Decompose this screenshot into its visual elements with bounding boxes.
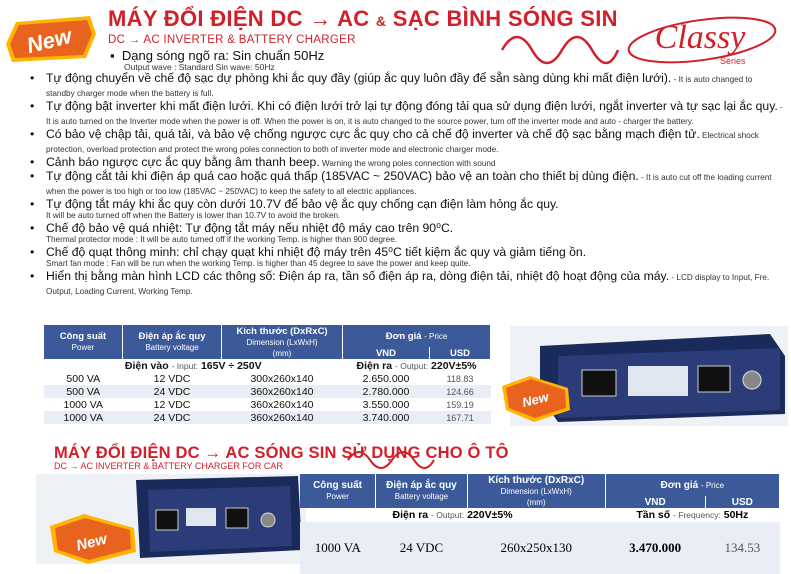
input-spec: Điện vào - Input: 165V ÷ 250V (44, 359, 343, 372)
title-main: MÁY ĐỔI ĐIỆN DC → AC (108, 6, 370, 31)
feature-list (38, 72, 783, 298)
table-row: 1000 VA 24 VDC 360x260x140 3.740.000 167.71 (44, 411, 491, 424)
feature-item-en: It will be auto turned off when the Battery is lower than 10.7V to avoid the broken. (46, 211, 341, 220)
feature-item: • Có bảo vệ chập tải, quá tải, và bảo vệ chống ngược cực ắc quy cho cả chế độ inverter và chế độ sạc bằng mạch điện tử. Electrical shock protection, overload protection and protect the wrong poles connection to both of inverter mode and electronic charger mode. (38, 128, 783, 156)
col-power: Công suất Power (300, 474, 376, 508)
product-image-inverter (500, 326, 790, 426)
sine-wave-icon (500, 30, 620, 70)
feature-item: • Tự động cắt tải khi điện áp quá cao hoặc quá thấp (185VAC ~ 250VAC) bảo vệ an toàn cho thiết bị dùng điện. - It is auto cut off the loading current when the power is too high or too low (185VAC ~ 250VAC) to keep the safety to all electric appliances. (38, 170, 783, 198)
col-vnd: VND (343, 347, 430, 359)
output-spec: Điện ra - Output: 220V±5% (392, 509, 513, 521)
col-size: Kích thước (DxRxC) Dimension (LxWxH) (mm) (222, 325, 343, 359)
section2-subtitle: DC → AC INVERTER & BATTERY CHARGER FOR CAR (54, 461, 283, 471)
feature-item: • Tự động bật inverter khi mất điện lưới. Khi có điện lưới trở lại tự động đóng tải qua sử dụng điện lưới, ngắt inverter và tự sạc lại ắc quy. - It is auto turned on the Inverter mode when the power is off. When the power is on, it is auto changed to the source power, turn off the inverter mode and auto - charger the battery. (38, 100, 783, 128)
feature-item: • Hiển thị bằng màn hình LCD các thông số: Điện áp ra, tần số điện áp ra, dòng điện tải, nhiệt độ hoạt động của máy. - LCD display to Input, Fre. Output, Loading Current, Working Temp. (38, 270, 783, 298)
new-badge-label: New (24, 23, 75, 59)
feature-item: • Cảnh báo ngược cực ắc quy bằng âm thanh beep. Warning the wrong poles connection with sound (38, 156, 783, 170)
product2-new-label: New (74, 530, 109, 555)
output-spec: Điện ra - Output: 220V±5% (343, 359, 491, 372)
price-table-car-inverter (300, 474, 780, 574)
new-badge (2, 14, 98, 64)
frequency-spec: Tần số - Frequency: 50Hz (636, 509, 749, 521)
table-spec-row (300, 508, 780, 522)
brand-sub-label: Series (720, 56, 746, 66)
classy-series-logo (622, 4, 782, 76)
col-size: Kích thước (DxRxC) Dimension (LxWxH) (mm) (467, 474, 605, 508)
feature-item: • Tự động tắt máy khi ắc quy còn dưới 10.7V để bảo vệ ắc quy chống cạn điện làm hỏng ắc quy. (38, 198, 783, 210)
title-amp: & (375, 13, 387, 29)
feature-item-en: Thermal protector mode : It will be auto turned off if the working Temp. is higher than 900 degree. (46, 235, 398, 244)
product-image-car-inverter (36, 474, 306, 564)
product1-new-label: New (520, 389, 551, 411)
feature-item-en: Smart fan mode : Fan will be run when the working Temp. is higher than 45 degree to save the power and keep quite. (46, 259, 471, 268)
output-wave-line: ▪ Dạng sóng ngõ ra: Sin chuẩn 50Hz (110, 48, 325, 63)
feature-item: • Tự động chuyển về chế độ sạc dự phòng khi ắc quy đầy (giúp ắc quy luôn đầy để sẵn sàng dùng khi mất điện lưới). - It is auto changed to standby charger mode when the battery is full. (38, 72, 783, 100)
section2-title: MÁY ĐỔI ĐIỆN DC → AC SÓNG SIN SỬ DỤNG CHO Ô TÔ (54, 444, 509, 462)
output-wave-en: Output wave : Standard Sin wave: 50Hz (124, 62, 275, 72)
feature-item: • Chế độ bảo vệ quá nhiệt: Tự động tắt máy nếu nhiệt độ máy cao trên 90⁰C. (38, 222, 783, 234)
table-row: 500 VA 12 VDC 300x260x140 2.650.000 118.83 (66, 372, 474, 385)
table-spec-row (44, 359, 491, 372)
col-usd: USD (430, 347, 491, 359)
page-title (108, 6, 618, 32)
feature-item: • Chế độ quạt thông minh: chỉ chạy quạt khi nhiệt độ máy trên 45⁰C tiết kiệm ắc quy và giảm tiếng ồn. (38, 246, 783, 258)
table-row: 500 VA 24 VDC 360x260x140 2.780.000 124.66 (44, 385, 491, 398)
brand-label: Classy (654, 19, 746, 56)
col-vnd: VND (605, 496, 705, 508)
col-price: Đơn giá - Price (343, 325, 491, 347)
sine-wave-icon (346, 448, 436, 472)
page-subtitle: DC → AC INVERTER & BATTERY CHARGER (108, 34, 356, 46)
col-price: Đơn giá - Price (605, 474, 779, 496)
title-rest: SẠC BÌNH SÓNG SIN (392, 6, 618, 31)
table-row: 1000 VA 12 VDC 360x260x140 3.550.000 159.19 (63, 398, 474, 411)
col-voltage: Điện áp ắc quy Battery voltage (123, 325, 222, 359)
output-wave-vi: Dạng sóng ngõ ra: Sin chuẩn 50Hz (121, 48, 325, 63)
col-usd: USD (705, 496, 779, 508)
col-voltage: Điện áp ắc quy Battery voltage (376, 474, 468, 508)
price-table-inverter (44, 325, 491, 424)
col-power: Công suất Power (44, 325, 123, 359)
table-row: 1000 VA 24 VDC 260x250x130 3.470.000 134.53 (300, 522, 780, 574)
